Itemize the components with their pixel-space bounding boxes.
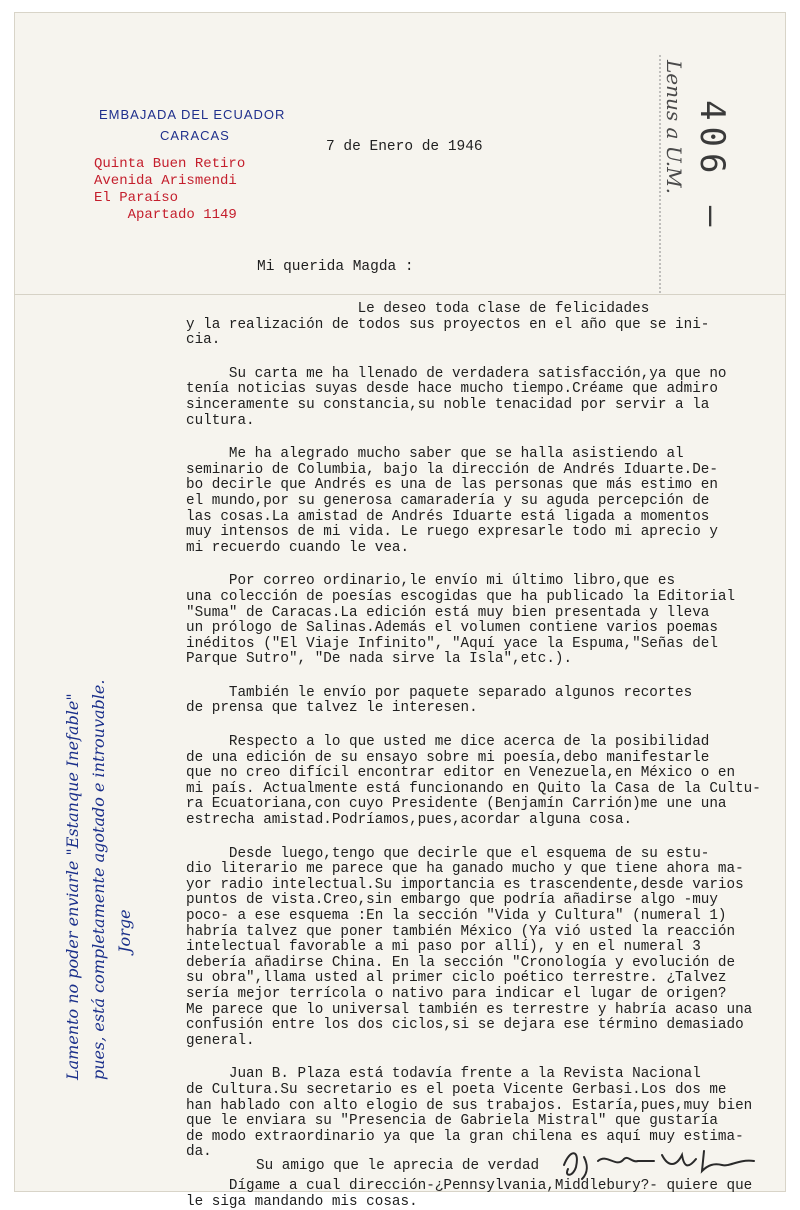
text-line: cultura. <box>186 414 786 430</box>
text-line: ra Ecuatoriana,con cuyo Presidente (Benjamín Carrión)me une una <box>186 797 786 813</box>
margin-note-line: Jorge <box>112 620 138 1080</box>
text-line: Por correo ordinario,le envío mi último libro,que es <box>186 574 786 590</box>
text-line: Desde luego,tengo que decirle que el esquema de su estu- <box>186 847 786 863</box>
text-line: habría talvez que poner también México (Ya vió usted la reacción <box>186 925 786 941</box>
paragraph-letter-received <box>186 367 786 429</box>
address-line: Quinta Buen Retiro <box>94 156 245 173</box>
text-line: bo decirle que Andrés es una de las personas que más estimo en <box>186 478 786 494</box>
text-line: Me parece que lo universal también es terrestre y habría acaso una <box>186 1003 786 1019</box>
text-line: Respecto a lo que usted me dice acerca de la posibilidad <box>186 735 786 751</box>
paragraph-greetings <box>186 302 786 349</box>
archive-handwritten-note: Lenus a U.M. <box>662 60 686 300</box>
paragraph-address-question <box>186 1179 786 1210</box>
text-line: sinceramente su constancia,su noble tenacidad por servir a la <box>186 398 786 414</box>
text-line: que le enviara su "Presencia de Gabriela Mistral" que gustaría <box>186 1114 786 1130</box>
text-line: poco- a ese esquema :En la sección "Vida y Cultura" (numeral 1) <box>186 909 786 925</box>
text-line: Parque Sutro", "De nada sirve la Isla",etc.). <box>186 652 786 668</box>
address-line: El Paraíso <box>94 190 245 207</box>
text-line: puntos de vista.Creo,sin embargo que podría añadirse algo -muy <box>186 893 786 909</box>
address-line: Avenida Arismendi <box>94 173 245 190</box>
text-line: estrecha amistad.Podríamos,pues,acordar alguna cosa. <box>186 813 786 829</box>
salutation: Mi querida Magda : <box>257 259 414 275</box>
text-line: tenía noticias suyas desde hace mucho tiempo.Créame que admiro <box>186 382 786 398</box>
text-line: el mundo,por su generosa camaradería y su aguda percepción de <box>186 494 786 510</box>
paragraph-iduarte <box>186 447 786 556</box>
text-line: muy intensos de mi vida. Le ruego expresarle todo mi aprecio y <box>186 525 786 541</box>
text-line: cia. <box>186 333 786 349</box>
text-line: seminario de Columbia, bajo la dirección de Andrés Iduarte.De- <box>186 463 786 479</box>
letterhead-embassy: EMBAJADA DEL ECUADOR <box>99 107 285 122</box>
paragraph-study-scheme <box>186 847 786 1050</box>
text-line: inéditos ("El Viaje Infinito", "Aquí yace la Espuma,"Señas del <box>186 637 786 653</box>
text-line: Me ha alegrado mucho saber que se halla asistiendo al <box>186 447 786 463</box>
letter-body <box>186 302 786 1210</box>
text-line: mi país. Actualmente está funcionando en Quito la Casa de la Cultu- <box>186 782 786 798</box>
text-line: de una edición de su ensayo sobre mi poesía,debo manifestarle <box>186 751 786 767</box>
archive-number: 406 — <box>692 100 732 260</box>
text-line: sería mejor terrícola o nativo para indicar el lugar de origen? <box>186 987 786 1003</box>
text-line: un prólogo de Salinas.Además el volumen contiene varios poemas <box>186 621 786 637</box>
letterhead-city: CARACAS <box>160 128 230 143</box>
text-line: debería añadirse China. En la sección "Cronología y evolución de <box>186 956 786 972</box>
text-line: Juan B. Plaza está todavía frente a la Revista Nacional <box>186 1067 786 1083</box>
text-line: han hablado con alto elogio de sus trabajos. Estaría,pues,muy bien <box>186 1099 786 1115</box>
text-line: Le deseo toda clase de felicidades <box>186 302 786 318</box>
text-line: intelectual favorable a mi paso por allí), y en el numeral 3 <box>186 940 786 956</box>
text-line: confusión entre los dos ciclos,si se dejara ese término demasiado <box>186 1018 786 1034</box>
paragraph-clippings <box>186 686 786 717</box>
address-line: Apartado 1149 <box>94 207 245 224</box>
letter-date: 7 de Enero de 1946 <box>326 139 483 155</box>
text-line: de Cultura.Su secretario es el poeta Vicente Gerbasi.Los dos me <box>186 1083 786 1099</box>
text-line: general. <box>186 1034 786 1050</box>
text-line: da. <box>186 1145 786 1161</box>
closing-line: Su amigo que le aprecia de verdad <box>256 1158 539 1174</box>
handwritten-signature <box>558 1143 768 1183</box>
text-line: También le envío por paquete separado algunos recortes <box>186 686 786 702</box>
text-line: dio literario me parece que ha ganado mucho y que tiene ahora ma- <box>186 862 786 878</box>
text-line: le siga mandando mis cosas. <box>186 1195 786 1210</box>
text-line: una colección de poesías escogidas que ha publicado la Editorial <box>186 590 786 606</box>
paragraph-book <box>186 574 786 668</box>
text-line: y la realización de todos sus proyectos en el año que se ini- <box>186 318 786 334</box>
text-line: su obra",llama usted al primer ciclo poético terrestre. ¿Talvez <box>186 971 786 987</box>
text-line: de modo extraordinario ya que la gran chilena es aquí muy estima- <box>186 1130 786 1146</box>
text-line: yor radio intelectual.Su importancia es trascendente,desde varios <box>186 878 786 894</box>
text-line: las cosas.La amistad de Andrés Iduarte está ligada a momentos <box>186 510 786 526</box>
margin-note-line: Lamento no poder enviarle "Estanque Inefable" <box>60 620 86 1080</box>
text-line: Su carta me ha llenado de verdadera satisfacción,ya que no <box>186 367 786 383</box>
text-line: mi recuerdo cuando le vea. <box>186 541 786 557</box>
margin-note-line: pues, está completamente agotado e introuvable. <box>86 620 112 1080</box>
paragraph-essay-edition <box>186 735 786 829</box>
text-line: "Suma" de Caracas.La edición está muy bien presentada y lleva <box>186 606 786 622</box>
text-line: Dígame a cual dirección-¿Pennsylvania,Middlebury?- quiere que <box>186 1179 786 1195</box>
margin-handwritten-note <box>60 620 180 1080</box>
text-line: que no creo difícil encontrar editor en Venezuela,en México o en <box>186 766 786 782</box>
text-line: de prensa que talvez le interesen. <box>186 701 786 717</box>
letterhead-address <box>94 156 245 224</box>
